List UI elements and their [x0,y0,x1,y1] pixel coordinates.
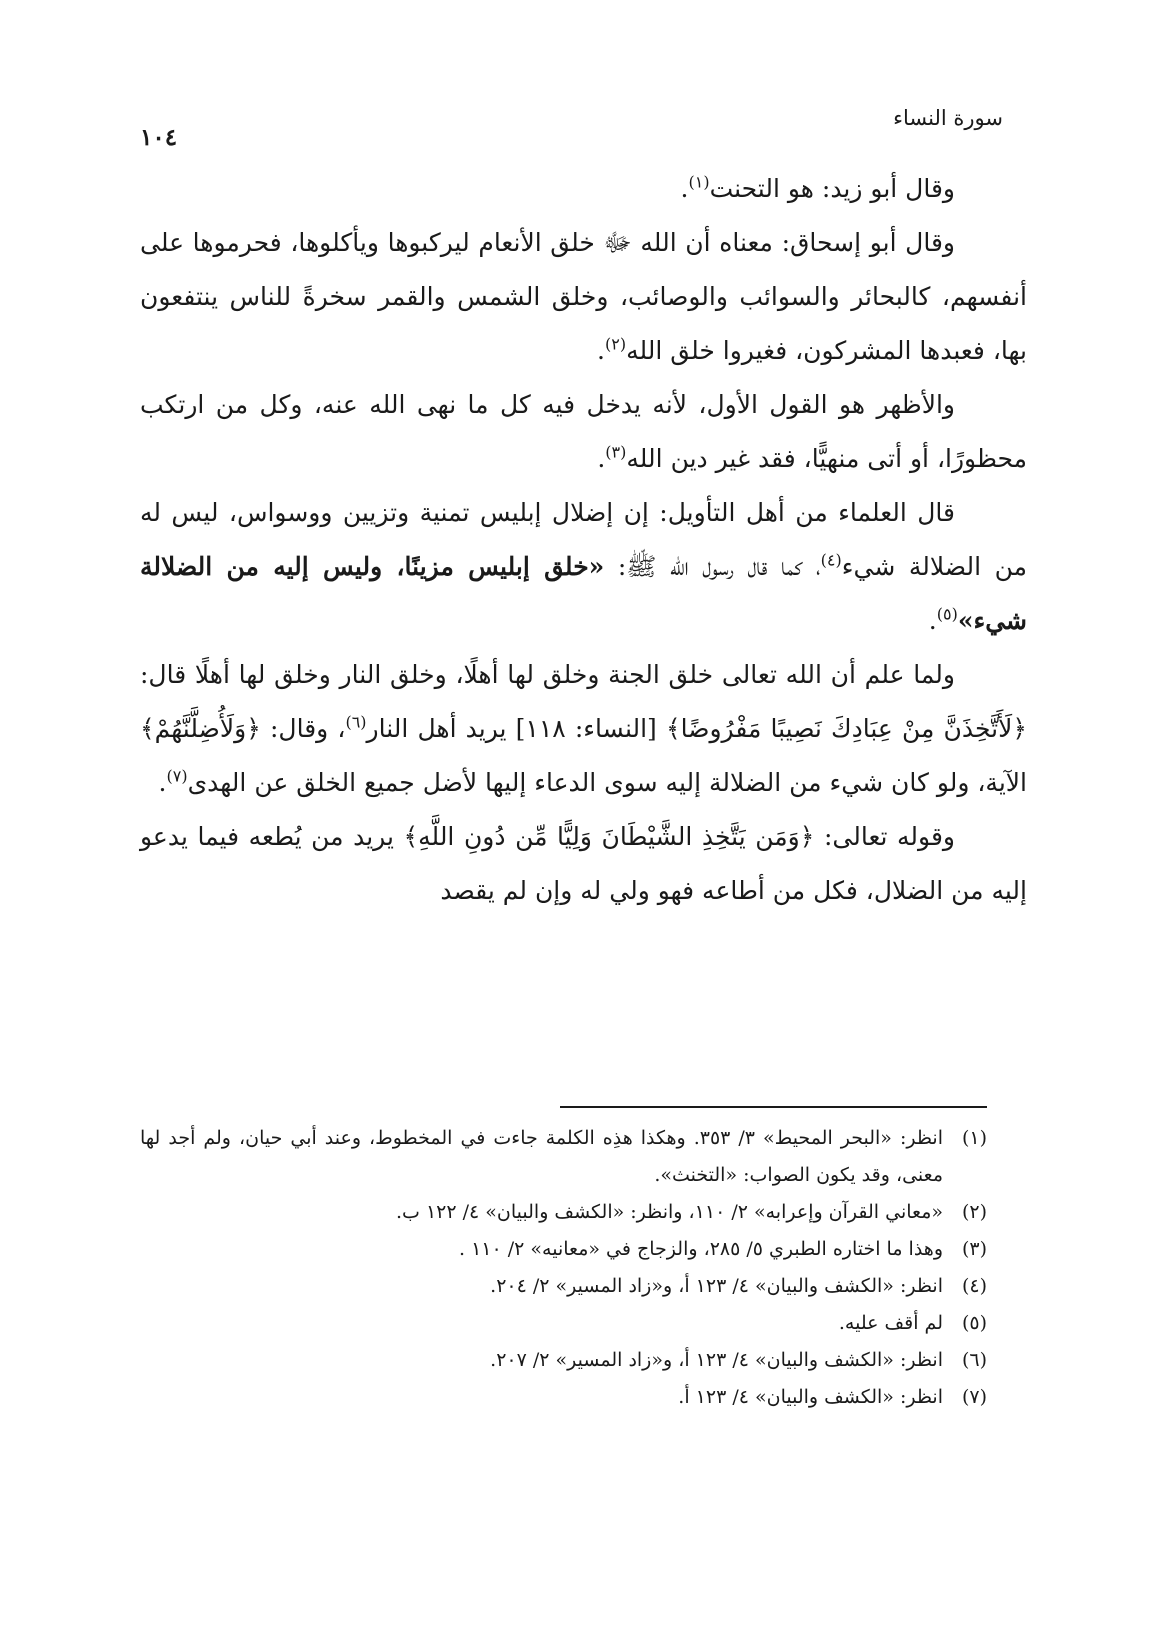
page-header [140,100,1003,160]
footnote-1 [140,1120,987,1194]
footnote-text: انظر: «الكشف والبيان» ٤/ ١٢٣ أ. [678,1386,943,1408]
footnote-number: (٦) [961,1349,987,1371]
footnote-6 [140,1342,987,1379]
footnote-2 [140,1194,987,1231]
footnote-4 [140,1268,987,1305]
paragraph-1: وقال أبو زيد: هو التحنت$^{(١)}$. [680,172,955,203]
quran-verse: ﴿وَلَأُضِلَّنَّهُمْ﴾ [140,714,261,743]
hadith-quote: «خلق إبليس مزينًا، وليس إليه من الضلالة شيء» [140,552,1027,635]
footnote-separator [560,1106,987,1108]
footnote-text: لم أقف عليه. [838,1312,943,1334]
footnote-number: (٤) [961,1275,987,1297]
paragraph-5: ولما علم أن الله تعالى خلق الجنة وخلق لها أهلًا، وخلق النار وخلق لها أهلًا قال: ﴿لَأَتَّخِذَنَّ مِنْ عِبَادِكَ نَصِيبًا مَفْرُوضًا﴾ [النساء: ١١٨] يريد أهل النار$^{(٦)}$، وقال: ﴿وَلَأُضِلَّنَّهُمْ﴾ الآية، ولو كان شيء من الضلالة إليه سوى الدعاء إليها لأضل جميع الخلق عن الهدى$^{(٧)}$. [140,660,1027,797]
footnote-text: انظر: «الكشف والبيان» ٤/ ١٢٣ أ، و«زاد المسير» ٢/ ٢٠٧. [490,1349,943,1371]
paragraph-6: وقوله تعالى: ﴿وَمَن يَتَّخِذِ الشَّيْطَانَ وَلِيًّا مِّن دُونِ اللَّهِ﴾ يريد من يُطعه فيما يدعو إليه من الضلال، فكل من أطاعه فهو ولي له وإن لم يقصد [140,822,1027,905]
footnote-ref-3: (٣) [605,442,627,462]
footnote-number: (٣) [961,1238,987,1260]
footnote-number: (١) [961,1127,987,1149]
footnote-5 [140,1305,987,1342]
footnote-ref-5: (٥) [936,604,958,624]
footnote-text: انظر: «البحر المحيط» ٣/ ٣٥٣. وهكذا هذِه الكلمة جاءت في المخطوط، وعند أبي حيان، ولم أجد لها معنى، وقد يكون الصواب: «التخنث». [140,1127,943,1186]
footnote-7 [140,1379,987,1416]
quran-verse: ﴿لَأَتَّخِذَنَّ مِنْ عِبَادِكَ نَصِيبًا مَفْرُوضًا﴾ [665,714,1027,743]
footnote-ref-7: (٧) [166,766,188,786]
main-text [140,162,1027,918]
footnote-text: وهذا ما اختاره الطبري ٥/ ٢٨٥، والزجاج في «معانيه» ٢/ ١١٠ . [458,1238,943,1260]
footnote-ref-4: (٤) [820,550,842,570]
paragraph-2: وقال أبو إسحاق: معناه أن الله ﷻ خلق الأنعام ليركبوها ويأكلوها، فحرموها على أنفسهم، كالبحائر والسوائب والوصائب، وخلق الشمس والقمر سخرةً للناس ينتفعون بها، فعبدها المشركون، فغيروا خلق الله$^{(٢)}$. [140,228,1027,365]
footnote-ref-6: (٦) [345,712,367,732]
footnote-number: (٢) [961,1201,987,1223]
paragraph-4: قال العلماء من أهل التأويل: إن إضلال إبليس تمنية وتزيين ووسواس، ليس له من الضلالة شيء$^{(٤)}$، كما قال رسول الله ﷺ: «خلق إبليس مزينًا، وليس إليه من الضلالة شيء»$^{(٥)}$. [140,498,1027,635]
quran-verse: ﴿وَمَن يَتَّخِذِ الشَّيْطَانَ وَلِيًّا مِّن دُونِ اللَّهِ﴾ [403,822,815,851]
footnote-text: «معاني القرآن وإعرابه» ٢/ ١١٠، وانظر: «الكشف والبيان» ٤/ ١٢٢ ب. [396,1201,943,1223]
paragraph-3: والأظهر هو القول الأول، لأنه يدخل فيه كل ما نهى الله عنه، وكل من ارتكب محظورًا، أو أتى منهيًّا، فقد غير دين الله$^{(٣)}$. [140,390,1027,473]
page-number: ١٠٤ [140,124,178,151]
footnote-ref-1: (١) [688,172,710,192]
footnote-number: (٧) [961,1386,987,1408]
footnote-number: (٥) [961,1312,987,1334]
chapter-title: سورة النساء [893,106,1003,130]
footnote-3 [140,1231,987,1268]
footnote-text: انظر: «الكشف والبيان» ٤/ ١٢٣ أ، و«زاد المسير» ٢/ ٢٠٤. [490,1275,943,1297]
footnotes [140,1120,987,1416]
footnote-ref-2: (٢) [604,334,627,354]
